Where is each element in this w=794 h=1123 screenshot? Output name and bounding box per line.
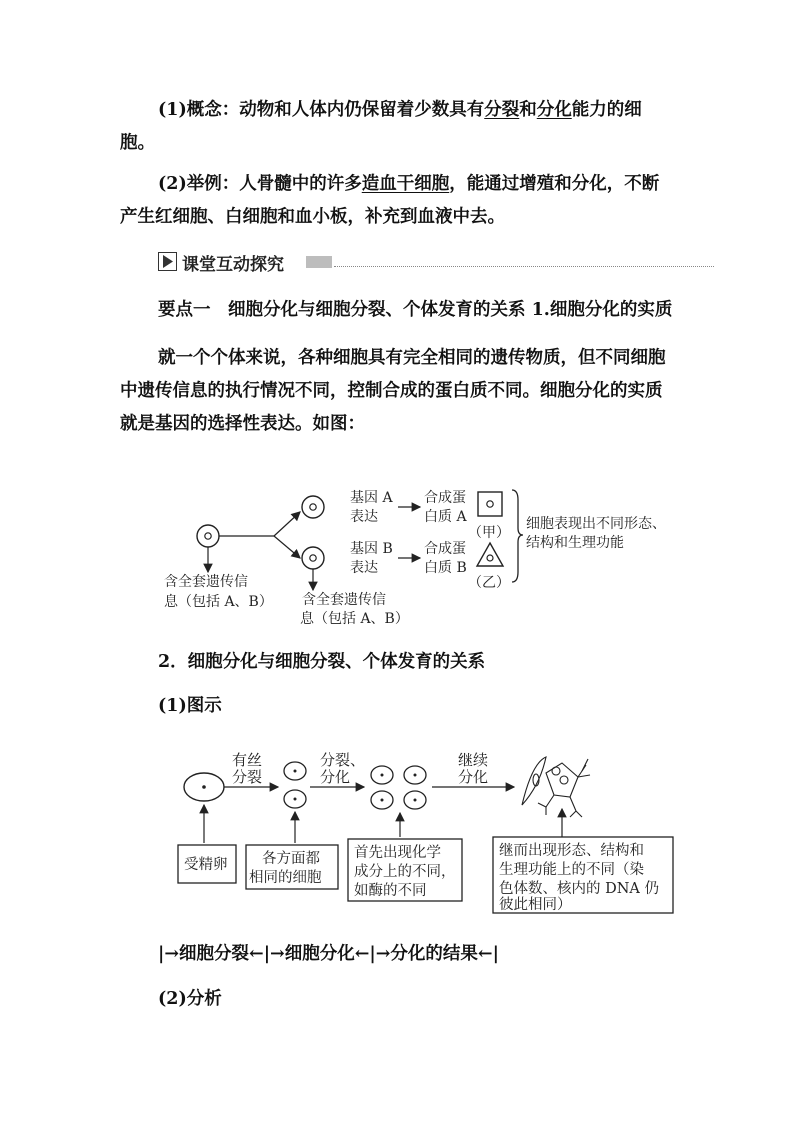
flow-line: |→细胞分裂←|→细胞分化←|→分化的结果←| [158,944,499,964]
example-underline: 造血干细胞 [361,174,450,194]
same-cells-line2: 相同的细胞 [249,870,322,886]
mid-caption-line1: 含全套遗传信 [302,592,386,608]
concept-text-a: 动物和人体内仍保留着少数具有 [239,100,485,120]
gene-a-line1: 基因 A [350,490,393,506]
play-arrow-icon [158,252,177,271]
same-cells-line1: 各方面都 [262,851,320,867]
mitosis-label-2: 分裂 [232,768,263,786]
gene-b-line1: 基因 B [350,541,393,557]
subheading-figure: (1)图示 [158,696,222,716]
protein-a-line2: 白质 A [424,509,467,525]
section-divider [334,266,714,267]
jia-label: （甲） [468,525,510,541]
continue-label-2: 分化 [458,768,489,786]
two-cells [284,762,306,808]
gene-expression-diagram [150,480,690,630]
daughter-cell-bottom [302,547,324,569]
gene-a-line2: 表达 [350,509,378,525]
mid-caption-line2: 息（包括 A、B） [300,611,409,627]
specialized-cells-icon [522,757,590,817]
concept-paragraph [120,94,676,160]
chemical-diff-line1: 首先出现化学 [354,845,441,861]
original-cell [197,525,219,547]
concept-mid: 和 [519,100,537,120]
development-diagram [150,745,690,920]
example-text-b: ，能通过增殖和分化，不断产生红细胞、白细胞和血小板，补充到血液中去。 [120,174,660,227]
morphology-diff-line1: 继而出现形态、结构和 [499,843,644,859]
branch-up-arrow [274,512,300,536]
left-caption-line1: 含全套遗传信 [164,574,248,590]
result-line1: 细胞表现出不同形态、 [526,516,666,532]
essence-paragraph: 就一个个体来说，各种细胞具有完全相同的遗传物质，但不同细胞中遗传信息的执行情况不同，控制合成的蛋白质不同。细胞分化的实质就是基因的选择性表达。如图： [120,348,666,434]
example-paragraph [120,168,676,234]
concept-underline-2: 分化 [536,100,572,120]
divide-label-1: 分裂、 [320,751,366,769]
right-brace [512,490,523,582]
zygote-box-text: 受精卵 [184,857,228,873]
gene-b-line2: 表达 [350,560,378,576]
protein-a-line1: 合成蛋 [424,490,466,506]
section-2-heading: 2．细胞分化与细胞分裂、个体发育的关系 [158,652,486,672]
morphology-diff-line2: 生理功能上的不同（染 [499,862,644,878]
concept-prefix: (1)概念： [158,100,240,120]
morphology-diff-line4: 彼此相同） [499,897,572,913]
triangle-cell-icon [477,543,503,566]
concept-text-b: 能力的细胞。 [120,100,642,153]
zygote-cell [184,773,224,801]
section-decor-block [306,256,332,268]
subheading-analysis: (2)分析 [158,989,222,1009]
result-line2: 结构和生理功能 [526,535,624,551]
square-cell-icon [478,492,502,516]
yi-label: （乙） [468,575,510,591]
protein-b-line2: 白质 B [424,560,467,576]
example-prefix: (2)举例： [158,174,240,194]
continue-label-1: 继续 [458,751,489,769]
mitosis-label-1: 有丝 [232,751,263,769]
concept-underline-1: 分裂 [484,100,520,120]
morphology-diff-line3: 色体数、核内的 DNA 仍 [499,881,660,897]
section-title: 课堂互动探究 [182,255,284,275]
divide-label-2: 分化 [320,768,351,786]
left-caption-line2: 息（包括 A、B） [164,594,273,610]
protein-b-line1: 合成蛋 [424,541,466,557]
chemical-diff-line2: 成分上的不同， [354,864,456,880]
point-one-heading: 要点一 细胞分化与细胞分裂、个体发育的关系 1.细胞分化的实质 [158,300,673,320]
branch-down-arrow [274,536,300,558]
example-text-a: 人骨髓中的许多 [239,174,362,194]
daughter-cell-top [302,496,324,518]
four-cells [371,766,426,809]
chemical-diff-line3: 如酶的不同 [354,883,427,899]
section-header [156,248,716,276]
